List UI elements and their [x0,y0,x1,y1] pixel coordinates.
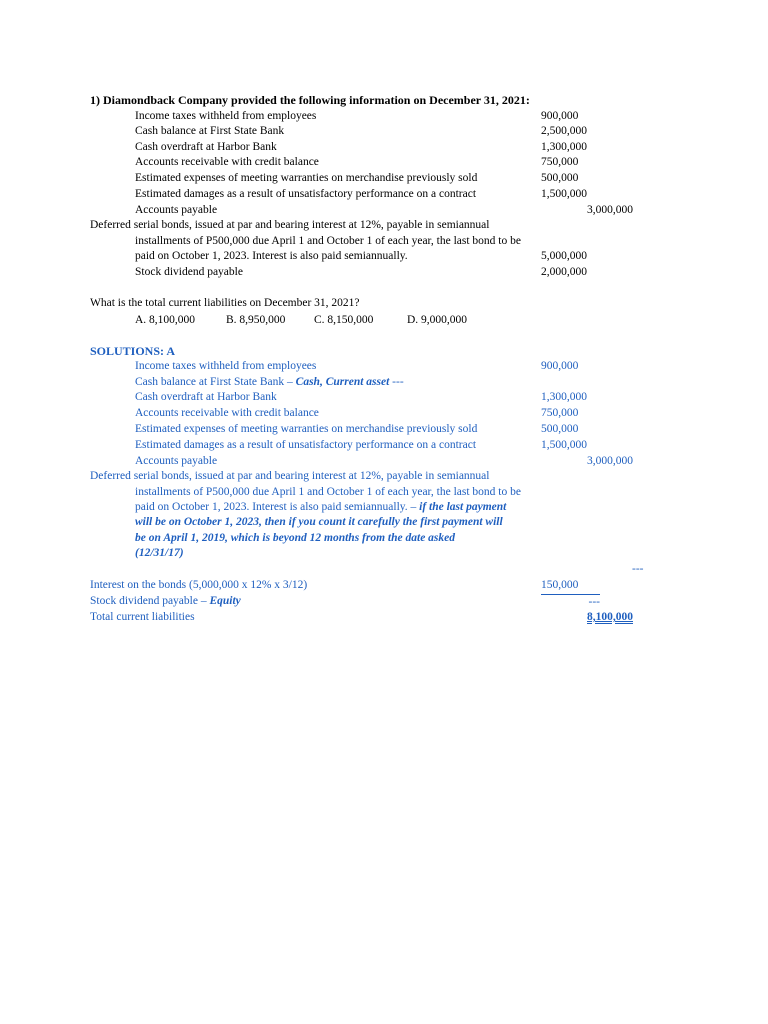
bonds-text-line: Deferred serial bonds, issued at par and bearing interest at 12%, payable in semiannual [90,219,490,231]
item-label: Estimated damages as a result of unsatisfactory performance on a contract [135,188,477,200]
sol-item-amount: 1,300,000 [541,391,587,403]
sol-stock-dividend [90,594,241,609]
choice-d: D. 9,000,000 [407,314,468,326]
item-amount: 500,000 [541,172,579,184]
choice-a: A. 8,100,000 [135,314,196,326]
sol-item-label: Cash overdraft at Harbor Bank [135,391,277,403]
item-label: Accounts receivable with credit balance [135,156,319,168]
item-amount: 1,300,000 [541,141,587,153]
stock-dividend-label: Stock dividend payable [135,266,243,278]
item-amount: 3,000,000 [587,204,633,216]
sol-total-amount: 8,100,000 [587,611,633,623]
sol-cash-balance [135,375,404,390]
item-amount: 1,500,000 [541,188,587,200]
sol-bonds-text: paid on October 1, 2023. Interest is also paid semiannually. – [135,501,420,513]
sol-interest-label: Interest on the bonds (5,000,000 x 12% x 3/12) [90,579,308,591]
sol-item-amount: 900,000 [541,360,579,372]
item-label: Income taxes withheld from employees [135,110,317,122]
sol-bonds-dashes: --- [632,563,644,575]
sol-stock-note: Equity [209,595,241,607]
sol-item-amount: 1,500,000 [541,439,587,451]
sol-bonds-line: Deferred serial bonds, issued at par and bearing interest at 12%, payable in semiannual [90,470,490,482]
item-label: Cash overdraft at Harbor Bank [135,141,277,153]
sol-stock-amount: --- [541,594,600,610]
sol-cash-label: Cash balance at First State Bank – [135,376,296,388]
question-title: 1) Diamondback Company provided the following information on December 31, 2021: [90,93,530,107]
bonds-text-line: installments of P500,000 due April 1 and October 1 of each year, the last bond to be [135,235,521,247]
sol-item-label: Accounts payable [135,455,218,467]
sol-bonds-line [135,500,506,515]
choice-b: B. 8,950,000 [226,314,286,326]
sol-item-label: Income taxes withheld from employees [135,360,317,372]
stock-dividend-amount: 2,000,000 [541,266,587,278]
sol-interest-amount: 150,000 [541,579,579,591]
sol-item-amount: 3,000,000 [587,455,633,467]
sol-item-label: Accounts receivable with credit balance [135,407,319,419]
sol-bonds-line: installments of P500,000 due April 1 and October 1 of each year, the last bond to be [135,486,521,498]
item-label: Cash balance at First State Bank [135,125,285,137]
item-amount: 900,000 [541,110,579,122]
solution-title: SOLUTIONS: A [90,344,176,358]
sol-item-amount: 500,000 [541,423,579,435]
sol-item-label: Estimated damages as a result of unsatisfactory performance on a contract [135,439,477,451]
sol-item-amount: 750,000 [541,407,579,419]
sol-cash-note: Cash, Current asset [295,376,390,388]
bonds-amount: 5,000,000 [541,250,587,262]
question-prompt: What is the total current liabilities on December 31, 2021? [90,297,360,309]
sol-cash-dashes: --- [389,376,404,388]
item-label: Accounts payable [135,204,218,216]
item-label: Estimated expenses of meeting warranties on merchandise previously sold [135,172,478,184]
sol-bonds-note: if the last payment [419,501,507,513]
sol-item-label: Estimated expenses of meeting warranties on merchandise previously sold [135,423,478,435]
sol-bonds-note: will be on October 1, 2023, then if you count it carefully the first payment will [135,516,503,528]
sol-stock-label: Stock dividend payable – [90,595,210,607]
sol-total-label: Total current liabilities [90,611,195,623]
sol-bonds-note: (12/31/17) [135,547,184,559]
item-amount: 2,500,000 [541,125,587,137]
choice-c: C. 8,150,000 [314,314,374,326]
sol-bonds-note: be on April 1, 2019, which is beyond 12 months from the date asked [135,532,456,544]
item-amount: 750,000 [541,156,579,168]
bonds-text-line: paid on October 1, 2023. Interest is also paid semiannually. [135,250,408,262]
